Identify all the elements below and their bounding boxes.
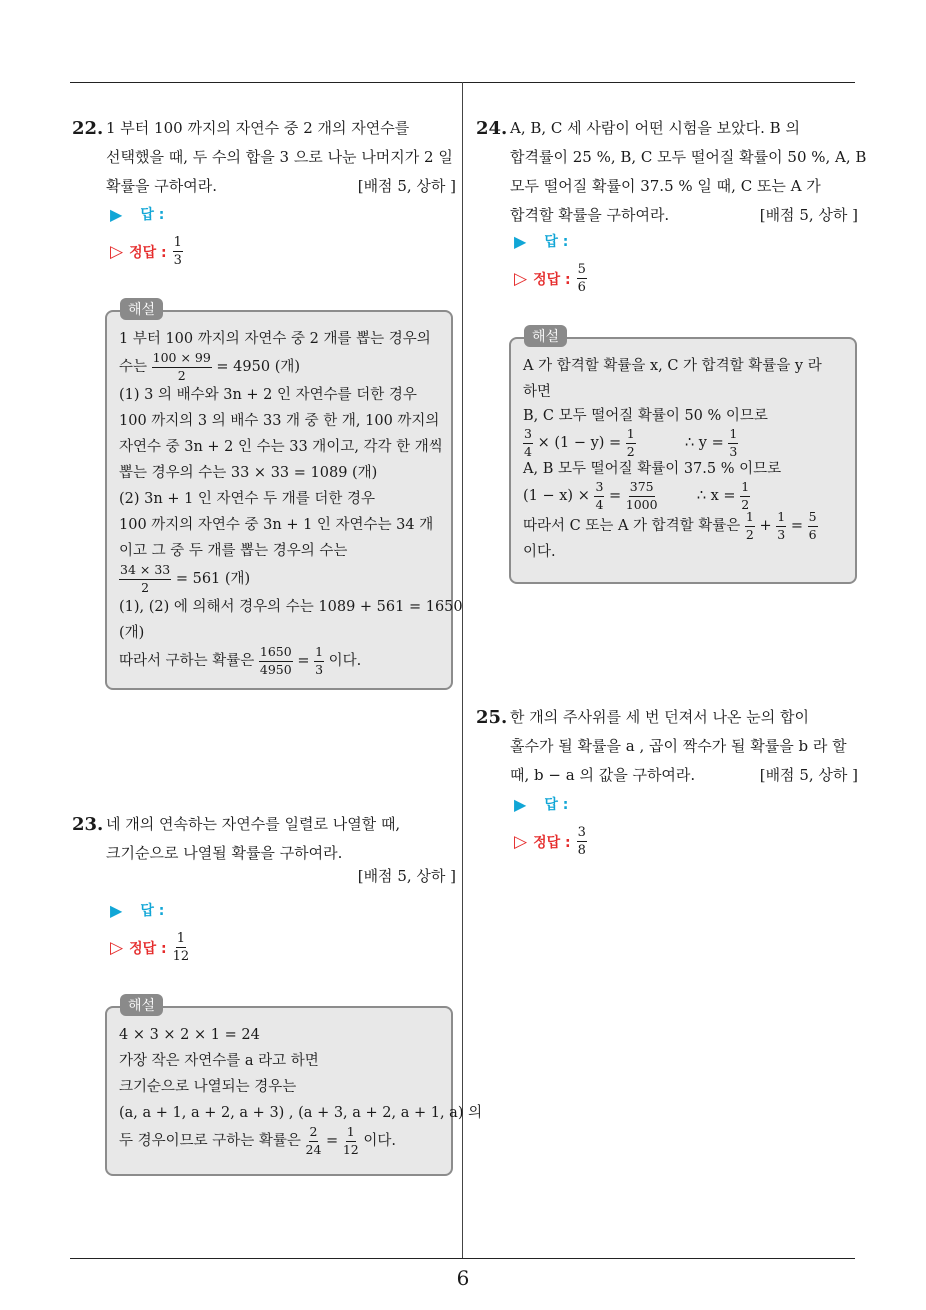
solution-line: (1) 3 의 배수와 3n + 2 인 자연수를 더한 경우 <box>119 387 417 403</box>
problem-number: 23. <box>72 814 104 835</box>
problem-number: 25. <box>476 707 508 728</box>
correct-answer-label: 정답 : <box>129 244 167 261</box>
fraction <box>728 428 738 458</box>
numerator: 1 <box>626 428 636 444</box>
solution-line <box>119 1126 439 1156</box>
solution-line: 이다. <box>523 544 556 560</box>
correct-answer-fraction <box>173 236 183 267</box>
fraction <box>808 511 818 541</box>
denominator: 2 <box>741 496 750 512</box>
solution-line: 가장 작은 자연수를 a 라고 하면 <box>119 1053 319 1069</box>
play-arrow-icon: ▶ <box>514 231 527 251</box>
triangle-outline-icon: ▷ <box>110 937 124 958</box>
solution-line: (a, a + 1, a + 2, a + 3) , (a + 3, a + 2, a + 1, a) 의 <box>119 1105 483 1121</box>
denominator: 2 <box>141 579 150 595</box>
text: + <box>759 518 772 534</box>
correct-answer-label: 정답 : <box>129 940 167 957</box>
problem-text-line: 합격할 확률을 구하여라. <box>510 206 670 224</box>
score-difficulty: [배점 5, 상하 ] <box>357 177 456 195</box>
solution-tab: 해설 <box>120 994 163 1016</box>
denominator: 6 <box>577 280 586 295</box>
fraction <box>314 646 324 676</box>
fraction <box>523 428 533 458</box>
problem-text-line: 네 개의 연속하는 자연수를 일렬로 나열할 때, <box>106 815 401 833</box>
numerator: 2 <box>309 1126 319 1142</box>
fraction <box>745 511 755 541</box>
fraction <box>626 428 636 458</box>
triangle-outline-icon: ▷ <box>514 831 528 852</box>
correct-answer-fraction <box>173 932 190 963</box>
score-difficulty: [배점 5, 상하 ] <box>357 867 456 885</box>
problem-number: 22. <box>72 118 104 139</box>
answer-row <box>514 794 568 814</box>
problem-text-line: 모두 떨어질 확률이 37.5 % 일 때, C 또는 A 가 <box>510 177 821 195</box>
numerator: 1650 <box>259 646 293 662</box>
numerator: 1 <box>173 235 182 250</box>
play-arrow-icon: ▶ <box>110 900 123 920</box>
fraction <box>594 481 604 511</box>
problem-text-line: 선택했을 때, 두 수의 합을 3 으로 나눈 나머지가 2 일 <box>106 148 453 166</box>
numerator: 1 <box>346 1126 356 1142</box>
solution-tab: 해설 <box>524 325 567 347</box>
numerator: 1 <box>314 646 324 662</box>
solution-line: 뽑는 경우의 수는 33 × 33 = 1089 (개) <box>119 465 378 481</box>
problem-22 <box>72 114 456 201</box>
text: = <box>790 518 803 534</box>
denominator: 1000 <box>625 496 658 512</box>
answer-label: 답 : <box>140 903 165 919</box>
numerator: 1 <box>745 511 755 527</box>
correct-answer-row <box>514 826 587 857</box>
fraction <box>343 1126 359 1156</box>
solution-line: (2) 3n + 1 인 자연수 두 개를 더한 경우 <box>119 491 376 507</box>
page-number: 6 <box>456 1266 470 1290</box>
solution-box <box>105 310 463 690</box>
solution-line: 100 까지의 3 의 배수 33 개 중 한 개, 100 까지의 <box>119 413 440 429</box>
numerator: 1 <box>176 931 186 946</box>
numerator: 5 <box>577 262 586 277</box>
numerator: 5 <box>808 511 818 527</box>
text: = <box>609 488 622 504</box>
correct-answer-label: 정답 : <box>533 271 571 288</box>
text: 따라서 C 또는 A 가 합격할 확률은 <box>523 518 741 534</box>
fraction <box>152 352 212 382</box>
solution-tab: 해설 <box>120 298 163 320</box>
solution-line: 1 부터 100 까지의 자연수 중 2 개를 뽑는 경우의 <box>119 331 431 347</box>
solution-line: A, B 모두 떨어질 확률이 37.5 % 이므로 <box>523 461 782 477</box>
denominator: 2 <box>745 526 754 542</box>
score-difficulty: [배점 5, 상하 ] <box>759 206 858 224</box>
play-arrow-icon: ▶ <box>514 794 527 814</box>
solution-line: A 가 합격할 확률을 x, C 가 합격할 확률을 y 라 <box>523 358 822 374</box>
text: ∴ y = <box>684 435 724 451</box>
answer-label: 답 : <box>544 234 569 250</box>
fraction <box>306 1126 322 1156</box>
correct-answer-row <box>514 263 587 294</box>
text: 두 경우이므로 구하는 확률은 <box>119 1133 301 1149</box>
solution-line: 100 까지의 자연수 중 3n + 1 인 자연수는 34 개 <box>119 517 434 533</box>
text: ∴ x = <box>696 488 736 504</box>
text: = 561 (개) <box>175 571 251 587</box>
score-difficulty: [배점 5, 상하 ] <box>759 766 858 784</box>
answer-label: 답 : <box>544 797 569 813</box>
numerator: 3 <box>594 481 604 497</box>
solution-box <box>105 1006 483 1176</box>
solution-line: 크기순으로 나열되는 경우는 <box>119 1079 297 1095</box>
fraction <box>740 481 750 511</box>
denominator: 4950 <box>259 661 292 677</box>
problem-text-line: 때, b − a 의 값을 구하여라. <box>510 766 696 784</box>
numerator: 1 <box>740 481 750 497</box>
problem-24 <box>476 114 867 230</box>
column-divider <box>462 82 463 1258</box>
solution-line: (개) <box>119 625 145 641</box>
fraction <box>259 646 293 676</box>
denominator: 24 <box>305 1141 322 1157</box>
numerator: 3 <box>523 428 533 444</box>
solution-line <box>523 428 843 458</box>
numerator: 100 × 99 <box>152 352 212 368</box>
denominator: 3 <box>315 661 324 677</box>
text: 수는 <box>119 359 148 375</box>
play-arrow-icon: ▶ <box>110 204 123 224</box>
denominator: 4 <box>595 496 604 512</box>
numerator: 34 × 33 <box>119 564 171 580</box>
problem-25 <box>476 703 858 790</box>
correct-answer-fraction <box>577 826 587 857</box>
answer-label: 답 : <box>140 207 165 223</box>
fraction <box>626 481 658 511</box>
solution-line <box>523 511 843 541</box>
correct-answer-fraction <box>577 263 587 294</box>
denominator: 3 <box>729 443 738 459</box>
problem-text-line: 크기순으로 나열될 확률을 구하여라. <box>106 844 343 862</box>
solution-line <box>119 352 439 382</box>
denominator: 8 <box>577 843 586 858</box>
denominator: 2 <box>177 367 186 383</box>
text: = <box>297 653 310 669</box>
problem-text-line: A, B, C 세 사람이 어떤 시험을 보았다. B 의 <box>510 119 800 137</box>
solution-line: 하면 <box>523 384 552 400</box>
correct-answer-label: 정답 : <box>533 834 571 851</box>
answer-row <box>514 231 568 251</box>
text: × (1 − y) = <box>537 435 622 451</box>
fraction <box>776 511 786 541</box>
denominator: 12 <box>342 1141 359 1157</box>
problem-text-line: 합격률이 25 %, B, C 모두 떨어질 확률이 50 %, A, B <box>510 148 867 166</box>
problem-number: 24. <box>476 118 508 139</box>
solution-line: 자연수 중 3n + 2 인 수는 33 개이고, 각각 한 개씩 <box>119 439 443 455</box>
solution-line: 이고 그 중 두 개를 뽑는 경우의 수는 <box>119 543 348 559</box>
text: (1 − x) × <box>523 488 590 504</box>
numerator: 3 <box>577 825 586 840</box>
solution-line: B, C 모두 떨어질 확률이 50 % 이므로 <box>523 408 768 424</box>
triangle-outline-icon: ▷ <box>514 268 528 289</box>
triangle-outline-icon: ▷ <box>110 241 124 262</box>
text: 이다. <box>328 653 362 669</box>
solution-line: 4 × 3 × 2 × 1 = 24 <box>119 1027 260 1043</box>
numerator: 375 <box>629 481 655 497</box>
denominator: 2 <box>626 443 635 459</box>
problem-text-line: 홀수가 될 확률을 a , 곱이 짝수가 될 확률을 b 라 할 <box>510 737 847 755</box>
text: = <box>326 1133 339 1149</box>
numerator: 1 <box>728 428 738 444</box>
answer-row <box>110 900 164 920</box>
bottom-rule <box>70 1258 855 1259</box>
text: 따라서 구하는 확률은 <box>119 653 255 669</box>
solution-line <box>523 481 843 511</box>
denominator: 6 <box>808 526 817 542</box>
numerator: 1 <box>776 511 786 527</box>
answer-row <box>110 204 164 224</box>
denominator: 12 <box>172 949 190 964</box>
solution-line <box>119 646 439 676</box>
correct-answer-row <box>110 236 183 267</box>
solution-box <box>509 337 857 584</box>
problem-23 <box>72 810 456 885</box>
denominator: 3 <box>173 253 182 268</box>
problem-text-line: 확률을 구하여라. <box>106 177 217 195</box>
fraction <box>119 564 171 594</box>
solution-line: (1), (2) 에 의해서 경우의 수는 1089 + 561 = 1650 <box>119 599 463 615</box>
problem-text-line: 한 개의 주사위를 세 번 던져서 나온 눈의 합이 <box>510 708 809 726</box>
denominator: 4 <box>524 443 532 459</box>
text: 이다. <box>363 1133 396 1149</box>
correct-answer-row <box>110 932 189 963</box>
solution-line <box>119 564 439 594</box>
text: = 4950 (개) <box>216 359 301 375</box>
problem-text-line: 1 부터 100 까지의 자연수 중 2 개의 자연수를 <box>106 119 410 137</box>
denominator: 3 <box>777 526 786 542</box>
